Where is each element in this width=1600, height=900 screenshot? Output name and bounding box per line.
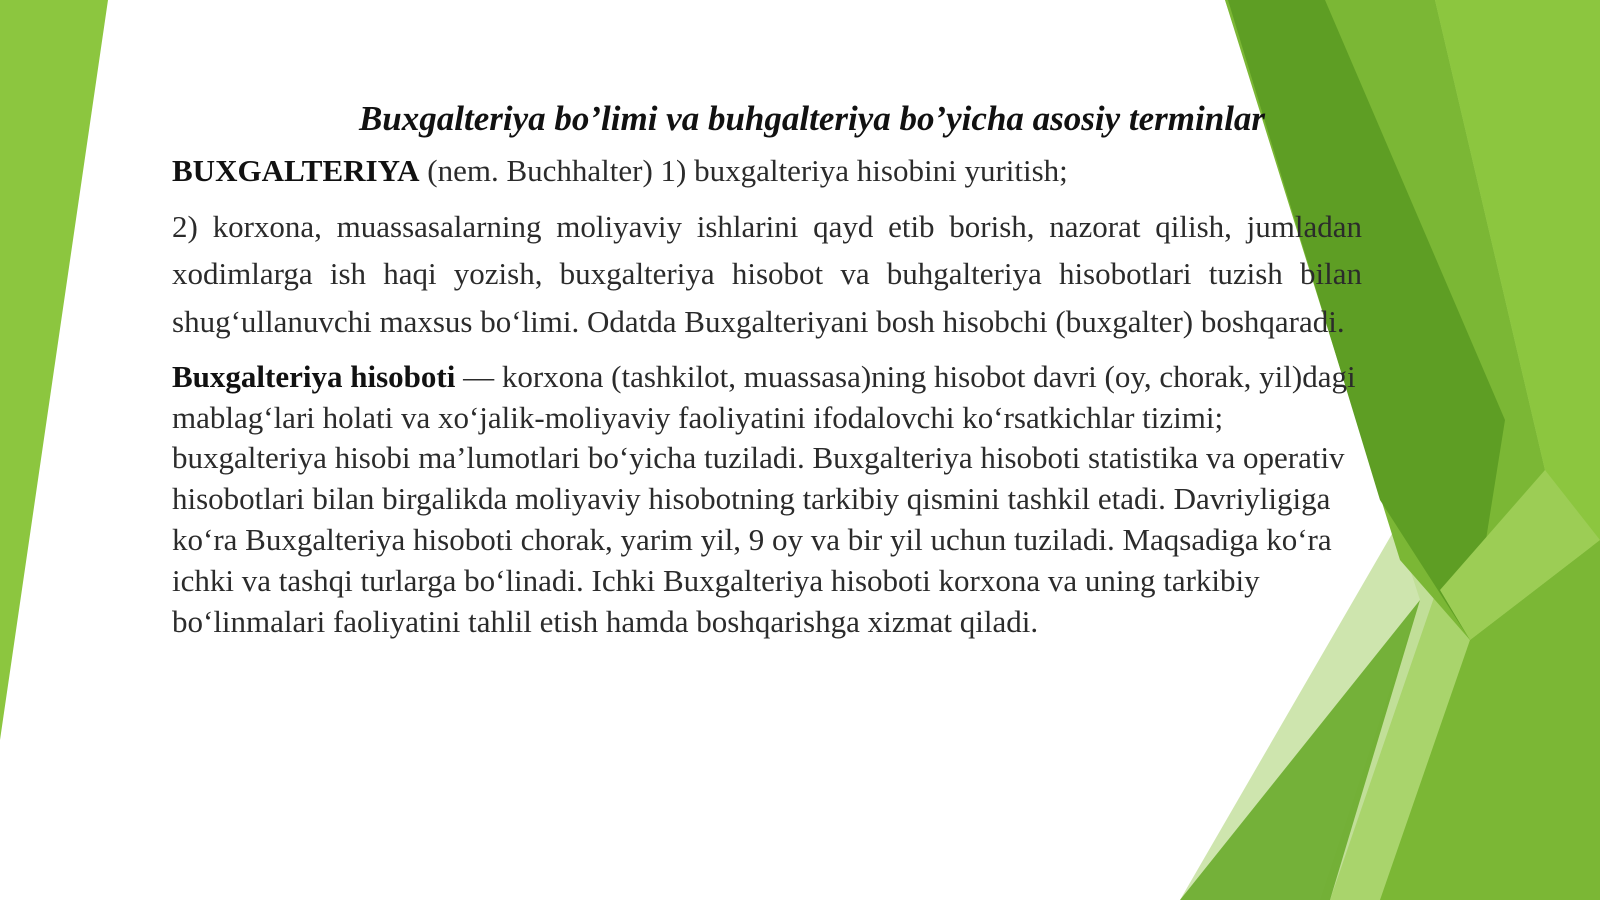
term-buxgalteriya: BUXGALTERIYA (172, 152, 420, 188)
left-green-wedge (0, 0, 108, 740)
paragraph-department-definition: 2) korxona, muassasalarning moliyaviy ishlarini qayd etib borish, nazorat qilish, jumladan xodimlarga ish haqi yozish, buxgalteriya hisobot va buhgalteriya hisobotlari tuzish bilan shug‘ullanuvchi maxsus bo‘limi. Odatda Buxgalteriyani bosh hisobchi (buxgalter) boshqaradi. (172, 209, 1362, 339)
paragraph3-text: — korxona (tashkilot, muassasa)ning hisobot davri (oy, chorak, yil)dagi mablag‘lari holati va xo‘jalik-moliyaviy faoliyatini ifodalovchi ko‘rsatkichlar tizimi; buxgalteriya hisobi ma’lumotlari bo‘yicha tuziladi. Buxgalteriya hisoboti statistika va operativ hisobotlari bilan birgalikda moliyaviy hisobotning tarkibiy qismini tashkil etadi. Davriyligiga ko‘ra Buxgalteriya hisoboti chorak, yarim yil, 9 oy va bir yil uchun tuziladi. Maqsadiga ko‘ra ichki va tashqi turlarga bo‘linadi. Ichki Buxgalteriya hisoboti korxona va uning tarkibiy bo‘linmalari faoliyatini tahlil etish hamda boshqarishga xizmat qiladi. (172, 358, 1356, 640)
paragraph-hisobot-definition (172, 357, 1362, 643)
term-buxgalteriya-hisoboti: Buxgalteriya hisoboti (172, 358, 456, 394)
slide-title: Buxgalteriya bo’limi va buhgalteriya bo’yicha asosiy terminlar (358, 99, 1266, 138)
paragraph-buxgalteriya-definition (172, 150, 1362, 192)
slide-content (172, 96, 1362, 643)
paragraph1-text: (nem. Buchhalter) 1) buxgalteriya hisobini yuritish; (419, 152, 1068, 188)
